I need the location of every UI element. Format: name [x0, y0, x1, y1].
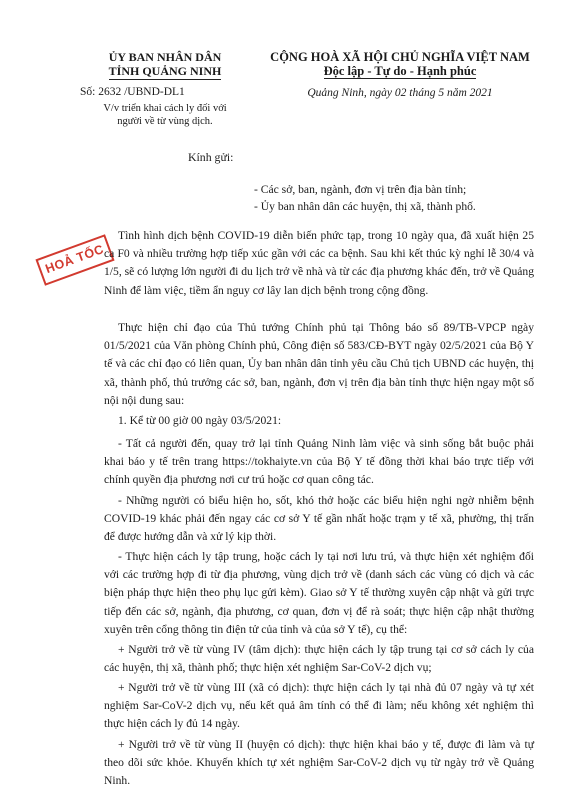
issuing-authority-line2: TỈNH QUẢNG NINH: [108, 64, 222, 78]
section-heading: 1. Kể từ 00 giờ 00 ngày 03/5/2021:: [118, 414, 282, 427]
recipient-item: - Ủy ban nhân dân các huyện, thị xã, thành phố.: [254, 200, 476, 213]
recipient-item: - Các sở, ban, ngành, đơn vị trên địa bàn tỉnh;: [254, 183, 467, 196]
body-paragraph: - Thực hiện cách ly tập trung, hoặc cách ly tại nơi lưu trú, và thực hiện xét nghiệm đối với các trường hợp đi từ địa phương, vùng dịch trở về (danh sách các vùng có dịch và các biện pháp thực hiện theo phụ lục gửi kèm). Giao sở Y tế thường xuyên cập nhật và gửi trực tiếp đến các sở, ngành, địa phương, cơ quan, đơn vị để rà soát; thực hiện cập nhật thường xuyên trên cổng thông tin điện tử của tỉnh và của sở Y tế), cụ thể:: [104, 550, 534, 636]
issuing-authority-line2-wrap: [80, 64, 250, 80]
document-number: Số: 2632 /UBND-DL1: [80, 86, 185, 98]
national-title: CỘNG HOÀ XÃ HỘI CHỦ NGHĨA VIỆT NAM: [270, 50, 530, 64]
document-subject-line2: người về từ vùng dịch.: [117, 116, 213, 127]
body-paragraph: + Người trở về từ vùng IV (tâm dịch): thực hiện cách ly tập trung tại cơ sở cách ly của các huyện, thị xã, thành phố; thực hiện xét nghiệm Sar-CoV-2 dịch vụ;: [104, 643, 534, 675]
body-paragraph: - Tất cả người đến, quay trở lại tỉnh Quảng Ninh làm việc và sinh sống bắt buộc phải khai báo y tế trên trang https://tokhaiyte.vn của Bộ Y tế đồng thời khai báo trực tiếp với chính quyền địa phương nơi cư trú hoặc cơ quan công tác.: [104, 437, 534, 487]
document-subject: [80, 102, 250, 128]
greeting: Kính gửi:: [188, 150, 234, 164]
recipient-list: [254, 181, 476, 215]
national-header: [255, 50, 545, 79]
issuing-authority: [80, 50, 250, 80]
place-and-date: Quảng Ninh, ngày 02 tháng 5 năm 2021: [307, 87, 493, 99]
national-motto: Độc lập - Tự do - Hạnh phúc: [323, 64, 477, 78]
body-paragraph: Thực hiện chỉ đạo của Thủ tướng Chính phủ tại Thông báo số 89/TB-VPCP ngày 01/5/2021 của Văn phòng Chính phủ, Công điện số 583/CĐ-BYT ngày 02/5/2021 của Bộ Y tế và các chỉ đạo có liên quan, Ủy ban nhân dân tỉnh yêu cầu Chủ tịch UBND các huyện, thị xã, thành phố, thủ trưởng các sở, ban, ngành, đơn vị trên địa bàn tỉnh thực hiện ngay một số nội nội dung sau:: [104, 321, 534, 407]
national-motto-wrap: [255, 64, 545, 79]
body-paragraph: + Người trở về từ vùng II (huyện có dịch): thực hiện khai báo y tế, được đi làm và tự theo dõi sức khỏe. Khuyến khích tự xét nghiệm Sar-CoV-2 dịch vụ từ ngày trở về Quảng Ninh.: [104, 738, 534, 788]
issuing-authority-line1: ỦY BAN NHÂN DÂN: [108, 50, 222, 64]
body-paragraph: Tình hình dịch bệnh COVID-19 diễn biến phức tạp, trong 10 ngày qua, đã xuất hiện 25 ca F0 và nhiều trường hợp tiếp xúc gần với các ca bệnh. Sau khi kết thúc kỳ nghỉ lễ 30/4 và 1/5, sẽ có lượng lớn người đi du lịch trở về nhà và từ các địa phương khác đến, trở về Quảng Ninh để làm việc, tiềm ẩn nguy cơ lây lan dịch bệnh trong cộng đồng.: [104, 229, 534, 297]
body-paragraph: - Những người có biểu hiện ho, sốt, khó thở hoặc các biểu hiện nghi ngờ nhiễm bệnh COVID-19 khác phải đến ngay các cơ sở Y tế gần nhất hoặc trạm y tế xã, phường, thị trấn để được hướng dẫn và xử lý kịp thời.: [104, 494, 534, 544]
document-subject-line1: V/v triển khai cách ly đối với: [103, 103, 227, 114]
body-paragraph: + Người trở về từ vùng III (xã có dịch): thực hiện cách ly tại nhà đủ 07 ngày và tự xét nghiệm Sar-CoV-2 dịch vụ, nếu kết quả âm tính có thể đi làm; nếu không xét nghiệm thì thực hiện cách ly đủ 14 ngày.: [104, 681, 534, 731]
urgent-stamp: HOẢ TỐC: [35, 234, 114, 286]
